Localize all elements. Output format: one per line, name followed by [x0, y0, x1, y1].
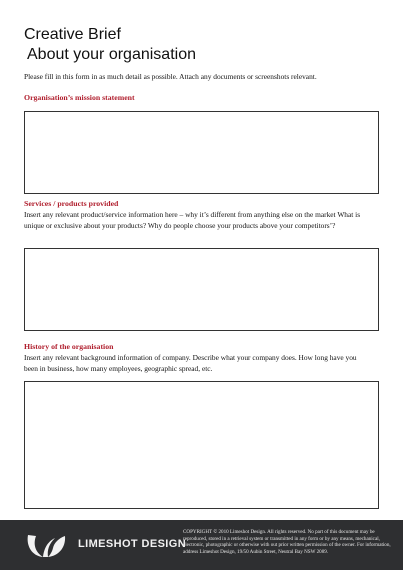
history-field[interactable] — [24, 381, 379, 509]
history-instructions: Insert any relevant background information of company. Describe what your company does. How long have you been in business, how many employees, geographic spread, etc. — [24, 353, 357, 373]
services-products-field[interactable] — [24, 248, 379, 331]
services-products-heading: Services / products provided — [24, 199, 119, 208]
mission-statement-heading: Organisation’s mission statement — [24, 93, 135, 102]
services-products-instructions: Insert any relevant product/service information here – why it’s different from anything else on the market What is unique or exclusive about your products? Why do people choose your products above your competitors’? — [24, 210, 361, 230]
copyright-notice: COPYRIGHT © 2010 Limeshot Design. All rights reserved. No part of this document may be reproduced, stored in a retrieval system or transmitted in any form or by any means, mechanical, electronic, photographic or otherwise with out prior written permission of the owner. For information, address Limeshot Design, 19/50 Aubin Street, Neutral Bay NSW 2089. — [183, 529, 391, 555]
limeshot-logo-icon — [24, 532, 70, 560]
document-subtitle: About your organisation — [27, 46, 196, 63]
logo-wordmark: LIMESHOT DESIGN — [78, 538, 187, 550]
intro-text: Please fill in this form in as much detail as possible. Attach any documents or screenshots relevant. — [24, 72, 317, 81]
mission-statement-field[interactable] — [24, 111, 379, 194]
document-title: Creative Brief — [24, 26, 121, 43]
history-heading: History of the organisation — [24, 342, 114, 351]
